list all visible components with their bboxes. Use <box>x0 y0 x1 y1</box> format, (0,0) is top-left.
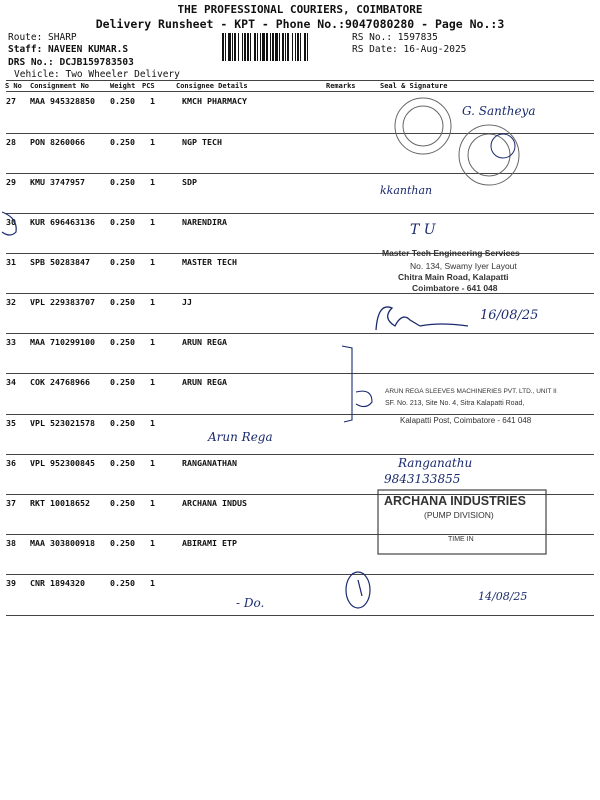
row-consignment-no: COK 24768966 <box>30 377 90 387</box>
row-consignee: ARUN REGA <box>182 337 227 347</box>
row-sno: 27 <box>6 96 16 106</box>
row-sno: 39 <box>6 578 16 588</box>
row-consignee: ABIRAMI ETP <box>182 538 237 548</box>
archana-stamp-time-in: TIME IN <box>448 536 474 543</box>
signature-39-date: 14/08/25 <box>478 590 528 603</box>
row-weight: 0.250 <box>110 137 135 147</box>
row-sno: 31 <box>6 257 16 267</box>
row-consignment-no: CNR 1894320 <box>30 578 85 588</box>
signature-32-date: 16/08/25 <box>480 308 539 323</box>
row-consignee: SDP <box>182 177 197 187</box>
row-weight: 0.250 <box>110 538 135 548</box>
row-30-pen-mark <box>2 212 16 235</box>
drs-label: DRS No.: DCJB159783503 <box>8 57 134 68</box>
row-pcs: 1 <box>150 257 155 267</box>
row-sno: 33 <box>6 337 16 347</box>
col-header-pcs: PCS <box>142 82 155 90</box>
vehicle-label: Vehicle: Two Wheeler Delivery <box>14 69 180 80</box>
row-pcs: 1 <box>150 137 155 147</box>
row-weight: 0.250 <box>110 96 135 106</box>
row-weight: 0.250 <box>110 498 135 508</box>
row-weight: 0.250 <box>110 337 135 347</box>
row-39-pen-circle <box>346 572 370 608</box>
arun-rega-stamp-line-1: ARUN REGA SLEEVES MACHINERIES PVT. LTD., UNIT II <box>385 388 557 395</box>
master-tech-stamp-line-4: Coimbatore - 641 048 <box>412 283 498 293</box>
row-consignee: ARCHANA INDUS <box>182 498 247 508</box>
col-header-consignment: Consignment No <box>30 82 90 90</box>
row-weight: 0.250 <box>110 217 135 227</box>
row-weight: 0.250 <box>110 177 135 187</box>
row-consignment-no: SPB 50283847 <box>30 257 90 267</box>
col-header-sno: S No <box>5 82 22 90</box>
row-weight: 0.250 <box>110 578 135 588</box>
col-header-seal: Seal & Signature <box>380 82 448 90</box>
staff-label: Staff: NAVEEN KUMAR.S <box>8 44 129 55</box>
row-consignment-no: VPL 229383707 <box>30 297 95 307</box>
arun-rega-stamp-line-2: SF. No. 213, Site No. 4, Sitra Kalapatti Road, <box>385 400 525 407</box>
row-sno: 35 <box>6 418 16 428</box>
row-pcs: 1 <box>150 498 155 508</box>
signature-30: T U <box>410 222 436 238</box>
signature-36-name: Ranganathu <box>398 456 473 470</box>
archana-stamp-title: ARCHANA INDUSTRIES <box>384 494 526 508</box>
row-consignment-no: PON 8260066 <box>30 137 85 147</box>
row-sno: 36 <box>6 458 16 468</box>
col-header-weight: Weight <box>110 82 136 90</box>
row-consignment-no: MAA 945328850 <box>30 96 95 106</box>
row-weight: 0.250 <box>110 458 135 468</box>
company-title: THE PROFESSIONAL COURIERS, COIMBATORE <box>177 3 423 16</box>
remarks-bracket-mark <box>342 346 372 422</box>
row-32-signature <box>376 307 468 330</box>
row-pcs: 1 <box>150 177 155 187</box>
row-consignee: MASTER TECH <box>182 257 237 267</box>
master-tech-stamp-line-3: Chitra Main Road, Kalapatti <box>398 272 509 282</box>
row-consignee: ARUN REGA <box>182 377 227 387</box>
row-pcs: 1 <box>150 538 155 548</box>
signature-27: G. Santheya <box>462 104 536 118</box>
row-consignee: KMCH PHARMACY <box>182 96 247 106</box>
signature-29: kkanthan <box>380 184 433 197</box>
row-weight: 0.250 <box>110 377 135 387</box>
row-weight: 0.250 <box>110 257 135 267</box>
row-pcs: 1 <box>150 377 155 387</box>
archana-stamp-division: (PUMP DIVISION) <box>424 510 494 520</box>
row-pcs: 1 <box>150 96 155 106</box>
row-sno: 28 <box>6 137 16 147</box>
row-consignment-no: VPL 952300845 <box>30 458 95 468</box>
row-sno: 30 <box>6 217 16 227</box>
row-consignment-no: KUR 696463136 <box>30 217 95 227</box>
row-pcs: 1 <box>150 458 155 468</box>
row-sno: 34 <box>6 377 16 387</box>
ditto-mark: - Do. <box>236 596 265 610</box>
master-tech-stamp-line-1: Master Tech Engineering Services <box>382 248 520 258</box>
row-consignment-no: KMU 3747957 <box>30 177 85 187</box>
col-header-remarks: Remarks <box>326 82 356 90</box>
row-pcs: 1 <box>150 297 155 307</box>
row-consignment-no: MAA 303800918 <box>30 538 95 548</box>
row-consignee: NARENDIRA <box>182 217 227 227</box>
runsheet-subtitle: Delivery Runsheet - KPT - Phone No.:9047080280 - Page No.:3 <box>95 17 505 31</box>
rs-date: RS Date: 16-Aug-2025 <box>352 44 467 55</box>
col-header-consignee: Consignee Details <box>176 82 248 90</box>
row-consignment-no: MAA 710299100 <box>30 337 95 347</box>
row-weight: 0.250 <box>110 297 135 307</box>
signature-35: Arun Rega <box>208 430 273 444</box>
row-sno: 32 <box>6 297 16 307</box>
row-pcs: 1 <box>150 418 155 428</box>
row-consignee: RANGANATHAN <box>182 458 237 468</box>
row-weight: 0.250 <box>110 418 135 428</box>
route-label: Route: SHARP <box>8 32 77 43</box>
row-pcs: 1 <box>150 217 155 227</box>
rs-number: RS No.: 1597835 <box>352 32 438 43</box>
row-consignment-no: RKT 10018652 <box>30 498 90 508</box>
arun-rega-stamp-line-3: Kalapatti Post, Coimbatore - 641 048 <box>400 416 532 425</box>
row-pcs: 1 <box>150 337 155 347</box>
row-sno: 29 <box>6 177 16 187</box>
row-consignee: JJ <box>182 297 192 307</box>
row-consignee: NGP TECH <box>182 137 222 147</box>
row-consignment-no: VPL 523021578 <box>30 418 95 428</box>
master-tech-stamp-line-2: No. 134, Swamy Iyer Layout <box>410 261 517 271</box>
signature-36-phone: 9843133855 <box>384 472 461 486</box>
row-pcs: 1 <box>150 578 155 588</box>
row-sno: 38 <box>6 538 16 548</box>
row-sno: 37 <box>6 498 16 508</box>
